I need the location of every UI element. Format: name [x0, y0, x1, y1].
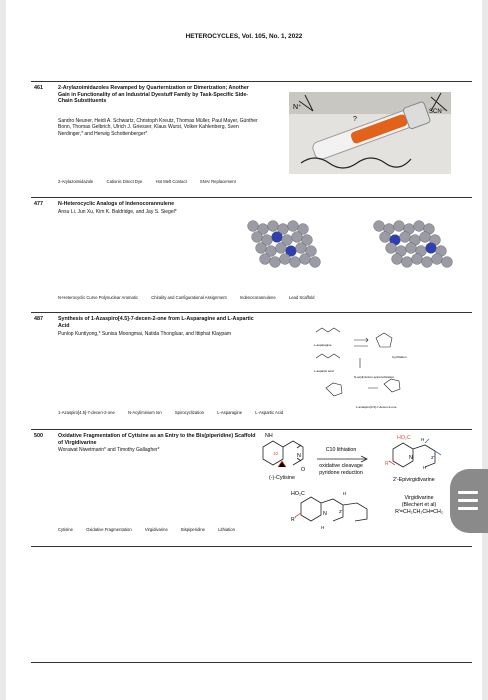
keyword: SNAr Replacement: [199, 179, 236, 184]
entry-title[interactable]: Synthesis of 1-Azaspiro[4.5]-7-decen-2-one from L-Asparagine and L-Aspartic Acid: [58, 316, 254, 329]
scheme-label: L-asparagine: [314, 343, 332, 347]
keyword: 1-Azaspiro[4.5]-7-decen-2-one: [58, 410, 115, 415]
entry-keywords: [58, 527, 247, 532]
atom-label: HO₂C: [397, 435, 411, 441]
anion-label: SCN⁻: [429, 109, 445, 115]
entry-keywords: [58, 179, 248, 184]
reaction-step: pyridone reduction: [319, 470, 363, 476]
compound-label: 2'-Epivirgidivarine: [393, 477, 435, 483]
graphical-abstract-scheme: [306, 318, 431, 414]
keyword: Chirality and Configurational Assignment: [151, 295, 227, 300]
entry-title[interactable]: 2-Arylazoimidazoles Revamped by Quarternization or Dimerization; Another Gain in Functionality of an Industrial Dyestuff Family by Task-Specific Side-Chain Substituents: [58, 85, 249, 105]
atom-label: N: [409, 455, 413, 461]
entry-authors: Sandro Neuner, Heidi A. Schwartz, Christoph Kreutz, Thomas Müller, Paul Mayer, Günther Bonn, Thomas Gelbrich, Ulrich J. Griesser, Klaus Wurst, Volker Kahlenberg, Sven Nerdinger,* and Herwig Schottenberger*: [58, 118, 258, 137]
atom-sphere: [276, 243, 287, 254]
atom-label: H: [423, 465, 427, 470]
journal-page: [6, 0, 482, 700]
scheme-label: 1-azaspiro[4.5]-7-decen-2-one: [356, 405, 397, 409]
atom-sphere: [414, 221, 425, 232]
atom-sphere: [412, 254, 423, 265]
atom-sphere: [272, 232, 283, 243]
compound-label: Virgidivarine: [404, 495, 434, 501]
journal-header: HETEROCYCLES, Vol. 105, No. 1, 2022: [185, 33, 303, 40]
atom-label: 2': [339, 509, 343, 514]
entry-authors: Punlop Kuntiyong,* Sunisa Moongmai, Natida Thongluar, and Ittiphat Klaypam: [58, 331, 232, 337]
cation-label: N⁺: [293, 104, 302, 111]
scroll-handle[interactable]: [450, 469, 488, 533]
keyword: Lithiation: [218, 527, 235, 532]
keyword: Hot Melt Contact: [155, 179, 187, 184]
atom-sphere: [248, 221, 259, 232]
atom-sphere: [252, 232, 263, 243]
entry-keywords: [58, 295, 326, 300]
atom-label: R': [385, 461, 390, 467]
section-divider: [31, 81, 472, 82]
atom-label: H: [343, 491, 347, 496]
entry-477[interactable]: [31, 201, 472, 305]
keyword: 2-Arylazoimidazole: [58, 179, 94, 184]
section-divider: [31, 662, 472, 663]
atom-sphere: [422, 257, 433, 268]
graphical-abstract-vial: [281, 85, 461, 177]
entry-authors: Worawat Niwetmarin* and Timothy Gallagher*: [58, 447, 160, 453]
atom-sphere: [256, 243, 267, 254]
atom-label: N: [323, 511, 327, 517]
substituent-definition: R'=CH₂CH₂CH=CH₂: [395, 509, 443, 515]
atom-label: N: [297, 453, 301, 459]
atom-sphere: [280, 254, 291, 265]
keyword: Virgidivarine: [144, 527, 168, 532]
atom-sphere: [432, 254, 443, 265]
keyword: Bispiperidine: [181, 527, 205, 532]
keyword: L-Aspartic Acid: [255, 410, 284, 415]
scheme-label: HO₂C: [291, 491, 305, 497]
atom-sphere: [394, 221, 405, 232]
atom-sphere: [296, 243, 307, 254]
atom-sphere: [406, 243, 417, 254]
atom-label: O: [301, 467, 306, 473]
graphical-abstract-molecules: [241, 217, 471, 275]
atom-sphere: [300, 254, 311, 265]
atom-label: H: [321, 525, 325, 530]
atom-sphere: [420, 232, 431, 243]
atom-label: 10: [273, 451, 279, 456]
atom-label: NH: [265, 433, 273, 439]
section-divider: [31, 197, 472, 198]
keyword: Indenocorannulene: [239, 295, 276, 300]
atom-sphere: [402, 257, 413, 268]
entry-page-number: 461: [34, 85, 43, 91]
handle-grip-line: [458, 491, 478, 494]
atom-sphere: [392, 254, 403, 265]
entry-keywords: [58, 410, 295, 415]
compound-reference: (Blechert et al): [401, 502, 437, 508]
scheme-label: Cyclization: [392, 355, 407, 359]
graphical-abstract-scheme: [243, 429, 458, 531]
atom-label: 2': [431, 455, 435, 460]
entry-500[interactable]: [31, 433, 472, 543]
atom-label: H: [421, 437, 425, 442]
reaction-step: C10 lithiation: [325, 447, 357, 453]
handle-grip-line: [458, 507, 478, 510]
section-divider: [31, 546, 472, 547]
atom-sphere: [268, 221, 279, 232]
keyword: Cationic Direct Dye: [106, 179, 143, 184]
entry-487[interactable]: [31, 316, 472, 421]
atom-sphere: [310, 257, 321, 268]
keyword: Spirocyclization: [174, 410, 204, 415]
keyword: N-Heterocyclic Curve Polynuclear Aromatic: [58, 295, 139, 300]
atom-sphere: [386, 243, 397, 254]
atom-sphere: [288, 221, 299, 232]
atom-sphere: [442, 257, 453, 268]
reaction-step: oxidative cleavage: [319, 463, 363, 469]
atom-sphere: [290, 257, 301, 268]
atom-sphere: [426, 243, 437, 254]
entry-461[interactable]: [31, 85, 472, 190]
section-divider: [31, 312, 472, 313]
keyword: Lead Scaffold: [288, 295, 315, 300]
atom-sphere: [400, 232, 411, 243]
atom-label: R': [291, 517, 296, 523]
handle-grip-line: [458, 499, 478, 502]
keyword: Oxidative Fragmentation: [86, 527, 132, 532]
keyword: L-Asparagine: [217, 410, 243, 415]
compound-label: (-)-Cytisine: [269, 475, 295, 481]
keyword: Cytisine: [58, 527, 73, 532]
scheme-label: N-acyliminium spirocyclization: [354, 375, 395, 379]
keyword: N-Acyliminium Ion: [127, 410, 162, 415]
scheme-label: L-aspartic acid: [314, 369, 334, 373]
query-label: ?: [353, 116, 357, 123]
atom-sphere: [292, 232, 303, 243]
entry-title[interactable]: Oxidative Fragmentation of Cytisine as an Entry to the Bis(piperidine) Scaffold of Virgidivarine: [58, 433, 256, 446]
entry-title[interactable]: N-Heterocyclic Analogs of Indenocorannulene: [58, 201, 175, 207]
atom-sphere: [374, 221, 385, 232]
entry-page-number: 477: [34, 201, 43, 207]
entry-page-number: 500: [34, 433, 43, 439]
atom-sphere: [270, 257, 281, 268]
entry-authors: Ansu Li, Jun Xu, Kim K. Baldridge, and Jay S. Siegel*: [58, 209, 177, 215]
atom-sphere: [380, 232, 391, 243]
atom-sphere: [260, 254, 271, 265]
entry-page-number: 487: [34, 316, 43, 322]
